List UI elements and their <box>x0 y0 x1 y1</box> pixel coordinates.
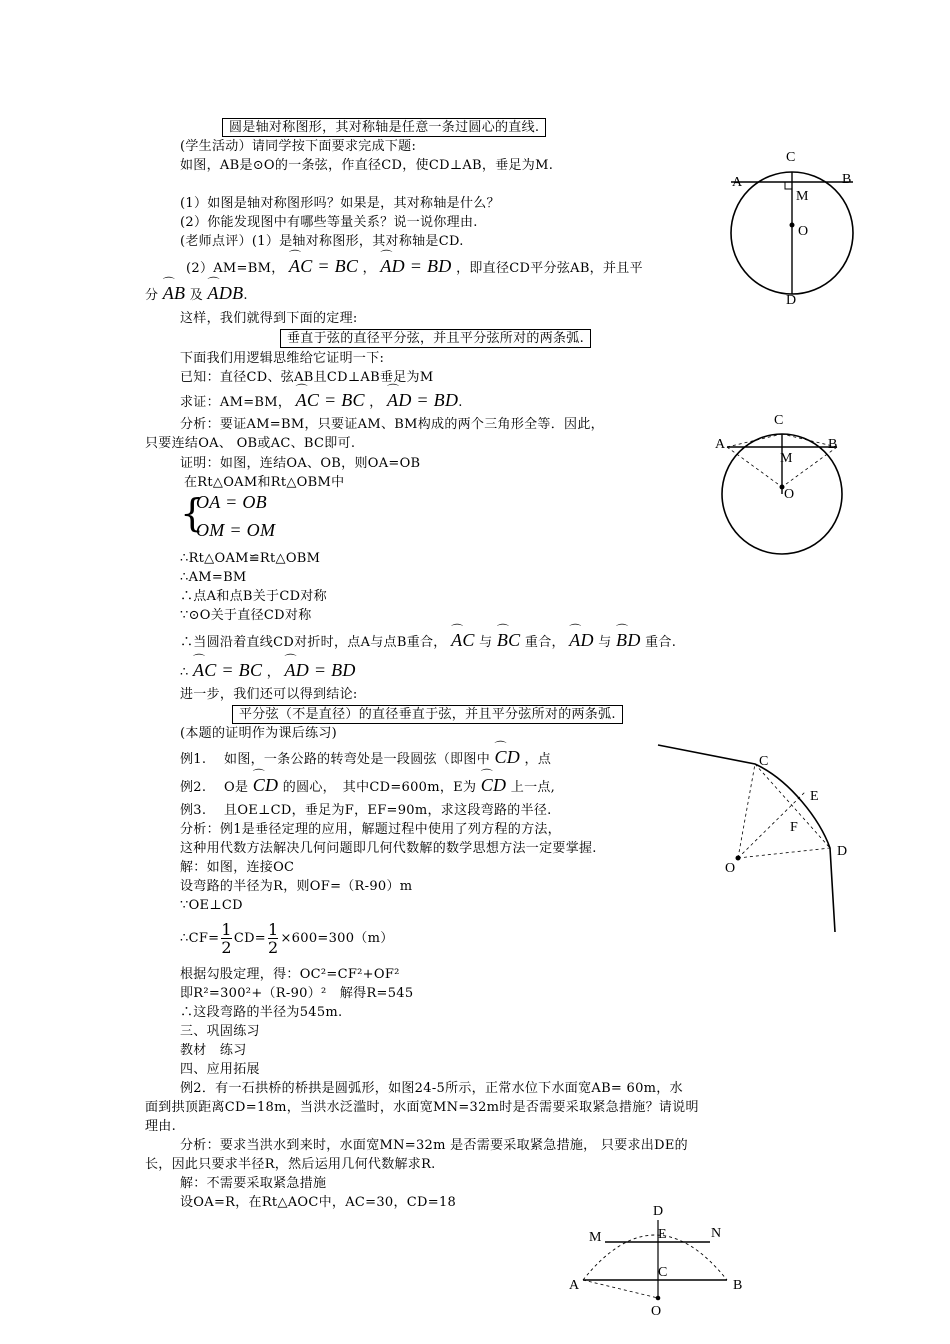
text-line: 长，因此只要求半径R，然后运用几何代数解求R. <box>145 1157 436 1172</box>
figure-stone-arch-bridge <box>565 1200 755 1320</box>
segment-oa <box>727 447 782 487</box>
text-line: 即R²=300²+（R-90）² 解得R=545 <box>180 986 414 1001</box>
arc-bd: ⌒ BD <box>616 632 641 649</box>
arc-ac: ⌒ AC <box>451 632 475 649</box>
arc-cd: ⌒ CD <box>481 777 507 794</box>
text-line: 面到拱顶距离CD=18m，当洪水泛滥时，水面宽MN=32m时是否需要采取紧急措施？请说明 <box>145 1100 699 1115</box>
text-fragment: ∴当圆沿着直线CD对折时，点A与点B重合， <box>180 635 447 650</box>
text-fragment: 与 <box>598 635 612 650</box>
text-fragment: ×600=300（m） <box>280 931 394 946</box>
arc-adb: ⌒ ADB <box>208 285 244 302</box>
arc-equation: ⌒ AD = BD <box>387 392 458 409</box>
equation-line <box>180 777 555 796</box>
text-line: ∵OE⊥CD <box>180 898 243 913</box>
text-fragment: ∴CF= <box>180 931 220 946</box>
equation-line: 分 ⌒ AB 及 ⌒ ADB. <box>145 285 248 304</box>
right-angle-mark <box>785 182 792 189</box>
text-line: ∴Rt△OAM≌Rt△OBM <box>180 551 321 566</box>
text-line: ∴点A和点B关于CD对称 <box>180 589 327 604</box>
arc-ab: ⌒ AB <box>163 285 186 302</box>
equation-line: 求证：AM=BM， ⌒ AC = BC ， ⌒ AD = BD. <box>180 392 463 411</box>
arc-equation: ⌒ AD = BD <box>284 662 355 679</box>
label-c: C <box>759 754 769 769</box>
text-line: 已知：直径CD、弦AB且CD⊥AB垂足为M <box>180 370 434 385</box>
label-m: M <box>589 1230 602 1245</box>
theorem-box-converse: 平分弦（不是直径）的直径垂直于弦，并且平分弦所对的两条弧. <box>232 705 623 724</box>
label-d: D <box>653 1204 664 1219</box>
text-fragment: ，即直径CD平分弦AB，并且平 <box>456 261 643 276</box>
center-point <box>736 856 741 861</box>
equation-line <box>180 662 356 681</box>
road-curve <box>658 745 835 932</box>
text-fragment: ， <box>362 261 376 276</box>
text-fragment: (2）AM=BM， <box>186 261 285 276</box>
label-o: O <box>725 861 736 876</box>
text-line: (本题的证明作为课后练习) <box>180 726 338 741</box>
center-point <box>790 223 795 228</box>
text-line: (2）你能发现图中有哪些等量关系？说一说你理由. <box>180 215 478 230</box>
theorem-box-perpendicular: 垂直于弦的直径平分弦，并且平分弦所对的两条弧. <box>280 329 591 348</box>
label-c: C <box>774 413 784 428</box>
label-e: E <box>658 1227 667 1242</box>
arc-cd: ⌒ CD <box>253 777 279 794</box>
text-line: ∴这段弯路的半径为545m. <box>180 1005 343 1020</box>
text-line: ∴AM=BM <box>180 570 247 585</box>
label-b: B <box>842 172 852 187</box>
equation-line <box>180 749 551 768</box>
label-m: M <box>780 451 793 466</box>
text-line: 这种用代数方法解决几何问题即几何代数解的数学思想方法一定要掌握. <box>180 841 597 856</box>
label-c: C <box>658 1265 668 1280</box>
label-c: C <box>786 150 796 165</box>
text-line: 下面我们用逻辑思维给它证明一下: <box>180 351 385 366</box>
text-fragment: ， <box>369 395 383 410</box>
label-e: E <box>810 789 819 804</box>
label-o: O <box>651 1304 662 1319</box>
text-line: 分析：要证AM=BM，只要证AM、BM构成的两个三角形全等．因此， <box>180 417 604 432</box>
text-line: 分析：例1是垂径定理的应用，解题过程中使用了列方程的方法， <box>180 822 561 837</box>
equation-line <box>180 920 394 958</box>
arc-equation: ⌒ AD = BD <box>380 258 451 275</box>
numerator: 1 <box>221 920 232 939</box>
text-fragment: 重合. <box>645 635 677 650</box>
text-line: 设弯路的半径为R，则OF=（R-90）m <box>180 879 413 894</box>
text-line: 只要连结OA、 OB或AC、BC即可. <box>145 436 356 451</box>
label-o: O <box>784 487 795 502</box>
arc-ad: ⌒ AD <box>569 632 594 649</box>
label-a: A <box>732 175 743 190</box>
text-line: 这样，我们就得到下面的定理: <box>180 311 358 326</box>
text-line: 解：不需要采取紧急措施 <box>180 1176 327 1191</box>
equation-line <box>180 632 676 651</box>
text-line: 教材 练习 <box>180 1043 247 1058</box>
label-b: B <box>828 437 838 452</box>
text-line: 理由. <box>145 1119 177 1134</box>
text-fragment: 重合， <box>524 635 565 650</box>
label-m: M <box>796 189 809 204</box>
center-point <box>656 1296 661 1301</box>
denominator: 2 <box>268 938 279 957</box>
denominator: 2 <box>221 938 232 957</box>
label-a: A <box>715 437 726 452</box>
text-fragment: CD= <box>233 931 266 946</box>
equation: OA = OB <box>196 492 267 512</box>
fraction-half <box>268 921 278 956</box>
equation-line <box>186 258 643 277</box>
label-o: O <box>798 224 809 239</box>
text-fragment: 例2. O是 <box>180 780 249 795</box>
system-brace: { <box>180 491 205 535</box>
figure-circle-chord-2 <box>712 410 862 565</box>
label-n: N <box>711 1226 722 1241</box>
radius-od <box>738 848 830 858</box>
label-d: D <box>837 844 848 859</box>
text-line: (老师点评）(1）是轴对称图形，其对称轴是CD. <box>180 234 464 249</box>
text-fragment: 上一点, <box>510 780 556 795</box>
label-f: F <box>790 820 798 835</box>
text-line: 如图，AB是⊙O的一条弦，作直径CD，使CD⊥AB，垂足为M. <box>180 158 554 173</box>
theorem-box-symmetry: 圆是轴对称图形，其对称轴是任意一条过圆心的直线. <box>222 118 546 137</box>
text-line: 分析：要求当洪水到来时，水面宽MN=32m 是否需要采取紧急措施， 只要求出DE的 <box>180 1138 688 1153</box>
text-line: 证明：如图，连结OA、OB，则OA=OB <box>180 456 421 471</box>
chord-cd <box>755 764 830 848</box>
label-a: A <box>569 1278 580 1293</box>
section-heading: 三、巩固练习 <box>180 1024 260 1039</box>
text-line: 根据勾股定理，得：OC²=CF²+OF² <box>180 967 400 982</box>
arc-cd: ⌒ CD <box>494 749 520 766</box>
arc-equation: ⌒ AC = BC <box>296 392 365 409</box>
figure-road-curve <box>655 740 855 940</box>
fraction-half <box>221 921 231 956</box>
text-line: ∵⊙O关于直径CD对称 <box>180 608 312 623</box>
figure-circle-chord-1 <box>720 145 870 310</box>
label-b: B <box>733 1278 743 1293</box>
text-fragment: 的圆心， 其中CD=600m，E为 <box>282 780 477 795</box>
text-line: 例2．有一石拱桥的桥拱是圆弧形，如图24-5所示，正常水位下水面宽AB= 60m，水 <box>180 1081 683 1096</box>
text-fragment: 及 <box>189 288 204 303</box>
text-fragment: 与 <box>479 635 493 650</box>
text-fragment: 求证：AM=BM， <box>180 395 292 410</box>
text-line: 进一步，我们还可以得到结论: <box>180 687 358 702</box>
text-fragment: ∴ <box>180 665 189 680</box>
label-d: D <box>786 293 797 308</box>
section-heading: 四、应用拓展 <box>180 1062 260 1077</box>
text-fragment: ，点 <box>524 752 552 767</box>
text-line: 设OA=R，在Rt△AOC中，AC=30，CD=18 <box>180 1195 457 1210</box>
radius-oa <box>583 1280 658 1298</box>
equation: OM = OM <box>196 520 276 540</box>
text-fragment: ， <box>266 665 281 680</box>
text-line: 在Rt△OAM和Rt△OBM中 <box>184 475 345 490</box>
arc-bc: ⌒ BC <box>497 632 521 649</box>
text-line: (学生活动）请同学按下面要求完成下题: <box>180 139 417 154</box>
arc-equation: ⌒ AC = BC <box>193 662 262 679</box>
text-fragment: 例1. 如图，一条公路的转弯处是一段圆弦（即图中 <box>180 752 491 767</box>
numerator: 1 <box>268 920 279 939</box>
arc-equation: ⌒ AC = BC <box>289 258 358 275</box>
text-line: 例3. 且OE⊥CD，垂足为F，EF=90m，求这段弯路的半径. <box>180 803 552 818</box>
text-line: 解：如图，连接OC <box>180 860 295 875</box>
text-fragment: 分 <box>145 288 159 303</box>
text-line: (1）如图是轴对称图形吗？如果是，其对称轴是什么？ <box>180 196 500 211</box>
